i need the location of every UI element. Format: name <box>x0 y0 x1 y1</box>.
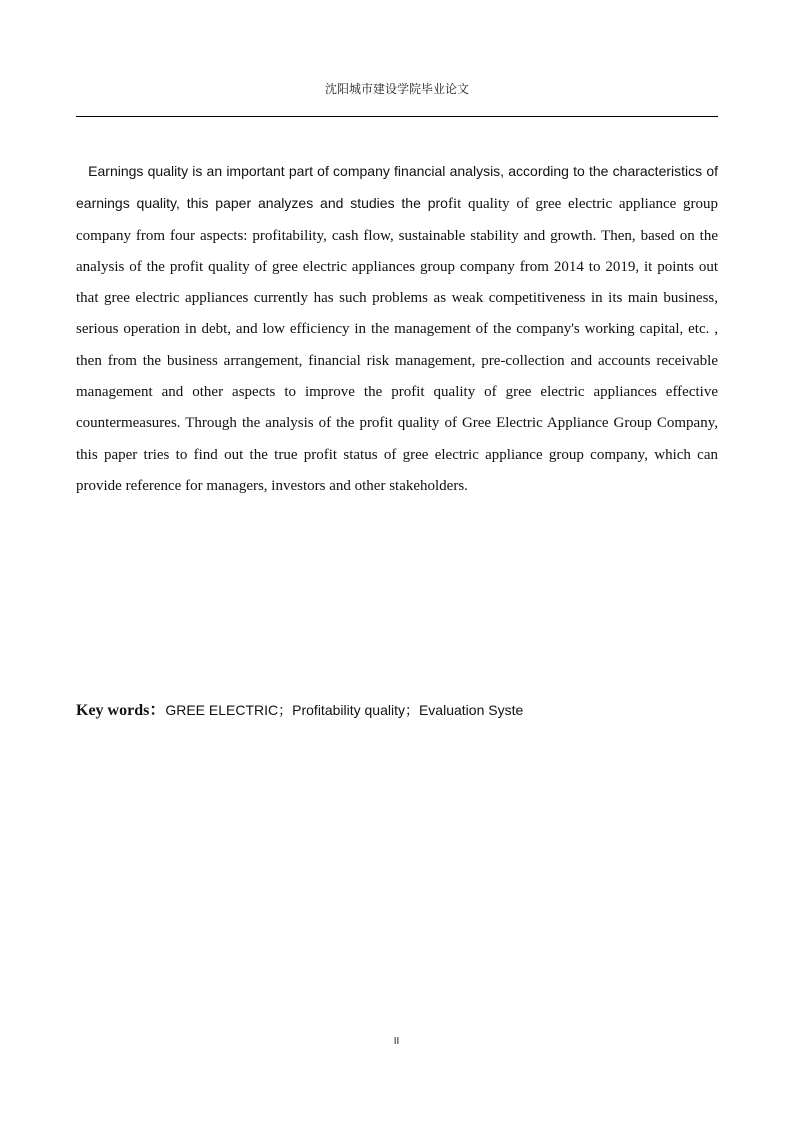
keywords-list: GREE ELECTRIC；Profitability quality；Evaluation Syste <box>165 702 524 718</box>
running-header: 沈阳城市建设学院毕业论文 <box>324 82 469 96</box>
abstract-paragraph <box>76 156 718 502</box>
header-divider <box>76 116 718 117</box>
keywords-line <box>76 697 718 720</box>
keywords-label: Key words： <box>76 702 166 719</box>
abstract-body-text: fit quality of gree electric appliance group company from four aspects: profitability, cash flow, sustainable stability and growth. Then, based on the analysis of the profit quality of gree electric appliances group company from 2014 to 2019, it points out that gree electric appliances currently has such problems as weak competitiveness in its main business, serious operation in debt, and low efficiency in the management of the company's working capital, etc. , then from the business arrangement, financial risk management, pre-collection and accounts receivable management and other aspects to improve the profit quality of gree electric appliances effective countermeasures. Through the analysis of the profit quality of Gree Electric Appliance Group Company, this paper tries to find out the true profit status of gree electric appliance group company, which can provide reference for managers, investors and other stakeholders. <box>76 196 718 494</box>
page-number: II <box>393 1036 400 1047</box>
abstract-lead-text: Earnings quality is an important part of company financial analysis, according to the characteristics of earnings quality, this paper analyzes and studies the pro <box>76 163 718 212</box>
